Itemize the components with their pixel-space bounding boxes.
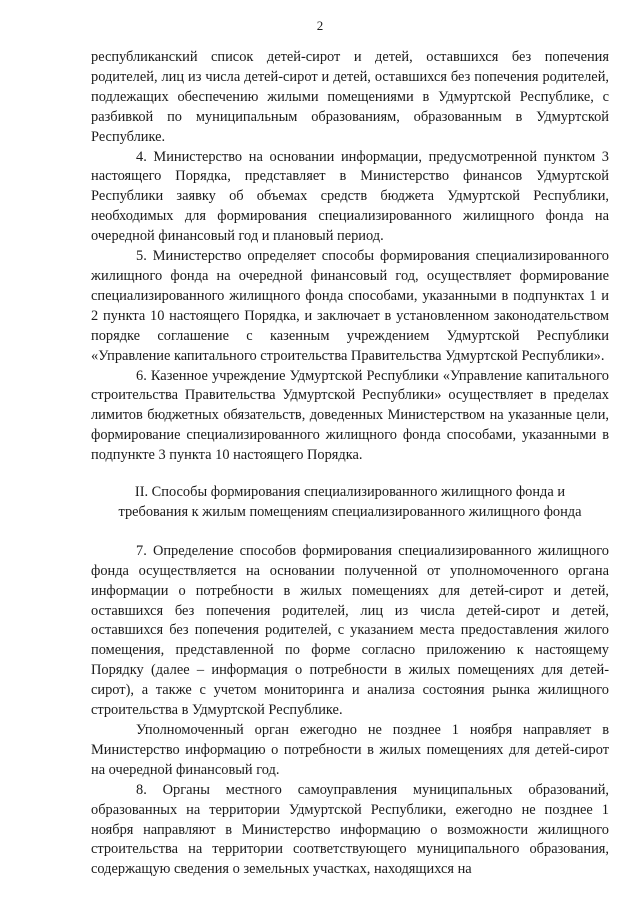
section-heading-line-2: требования к жилым помещениям специализированного жилищного фонда <box>118 503 582 520</box>
paragraph-item-6: 6. Казенное учреждение Удмуртской Республики «Управление капитального строительства Правительства Удмуртской Республики» осуществляет в пределах лимитов бюджетных обязательств, доведенных Министерством на указанные цели, формирование специализированного жилищного фонда способами, указанными в подпункте 3 пункта 10 настоящего Порядка. <box>91 367 609 464</box>
paragraph-continuation: республиканский список детей-сирот и детей, оставшихся без попечения родителей, лиц из числа детей-сирот и детей, оставшихся без попечения родителей, подлежащих обеспечению жилыми помещениями в Удмуртской Республике, с разбивкой по муниципальным образованиям, образованным в Удмуртской Республике. <box>91 49 609 145</box>
paragraph-item-5: 5. Министерство определяет способы формирования специализированного жилищного фонда на очередной финансовый год, осуществляет формирование специализированного жилищного фонда способами, указанными в подпунктах 1 и 2 пункта 10 настоящего Порядка, и заключает в установленном законодательством порядке соглашение с казенным учреждением Удмуртской Республики «Управление капитального строительства Правительства Удмуртской Республики». <box>91 248 609 364</box>
paragraph-item-4: 4. Министерство на основании информации, предусмотренной пунктом 3 настоящего Порядка, представляет в Министерство финансов Удмуртской Республики заявку об объемах средств бюджета Удмуртской Республики, необходимых для формирования специализированного жилищного фонда на очередной финансовый год и плановый период. <box>91 148 609 245</box>
paragraph-item-7: 7. Определение способов формирования специализированного жилищного фонда осуществляется на основании полученной от уполномоченного органа информации о потребности в жилых помещениях для детей-сирот и детей, оставшихся без попечения родителей, лиц из числа детей-сирот и детей, оставшихся без попечения родителей, с указанием места предоставления жилого помещения, представленной по форме согласно приложению к настоящему Порядку (далее – информация о потребности в жилых помещениях для детей-сирот), а также с учетом мониторинга и анализа состояния рынка жилищного строительства в Удмуртской Республике. <box>91 542 609 719</box>
document-body <box>91 48 609 880</box>
paragraph-item-8: 8. Органы местного самоуправления муниципальных образований, образованных на территории Удмуртской Республики, ежегодно не позднее 1 ноября направляют в Министерство информацию о возможности жилищного строительства на территории соответствующего муниципального образования, содержащую сведения о земельных участках, находящихся на <box>91 781 609 878</box>
section-heading <box>91 483 609 523</box>
section-heading-line-1: II. Способы формирования специализированного жилищного фонда и <box>134 484 566 501</box>
paragraph-authorized-body: Уполномоченный орган ежегодно не позднее 1 ноября направляет в Министерство информацию о потребности в жилых помещениях для детей-сирот на очередной финансовый год. <box>91 722 609 778</box>
page-number: 2 <box>316 18 324 33</box>
